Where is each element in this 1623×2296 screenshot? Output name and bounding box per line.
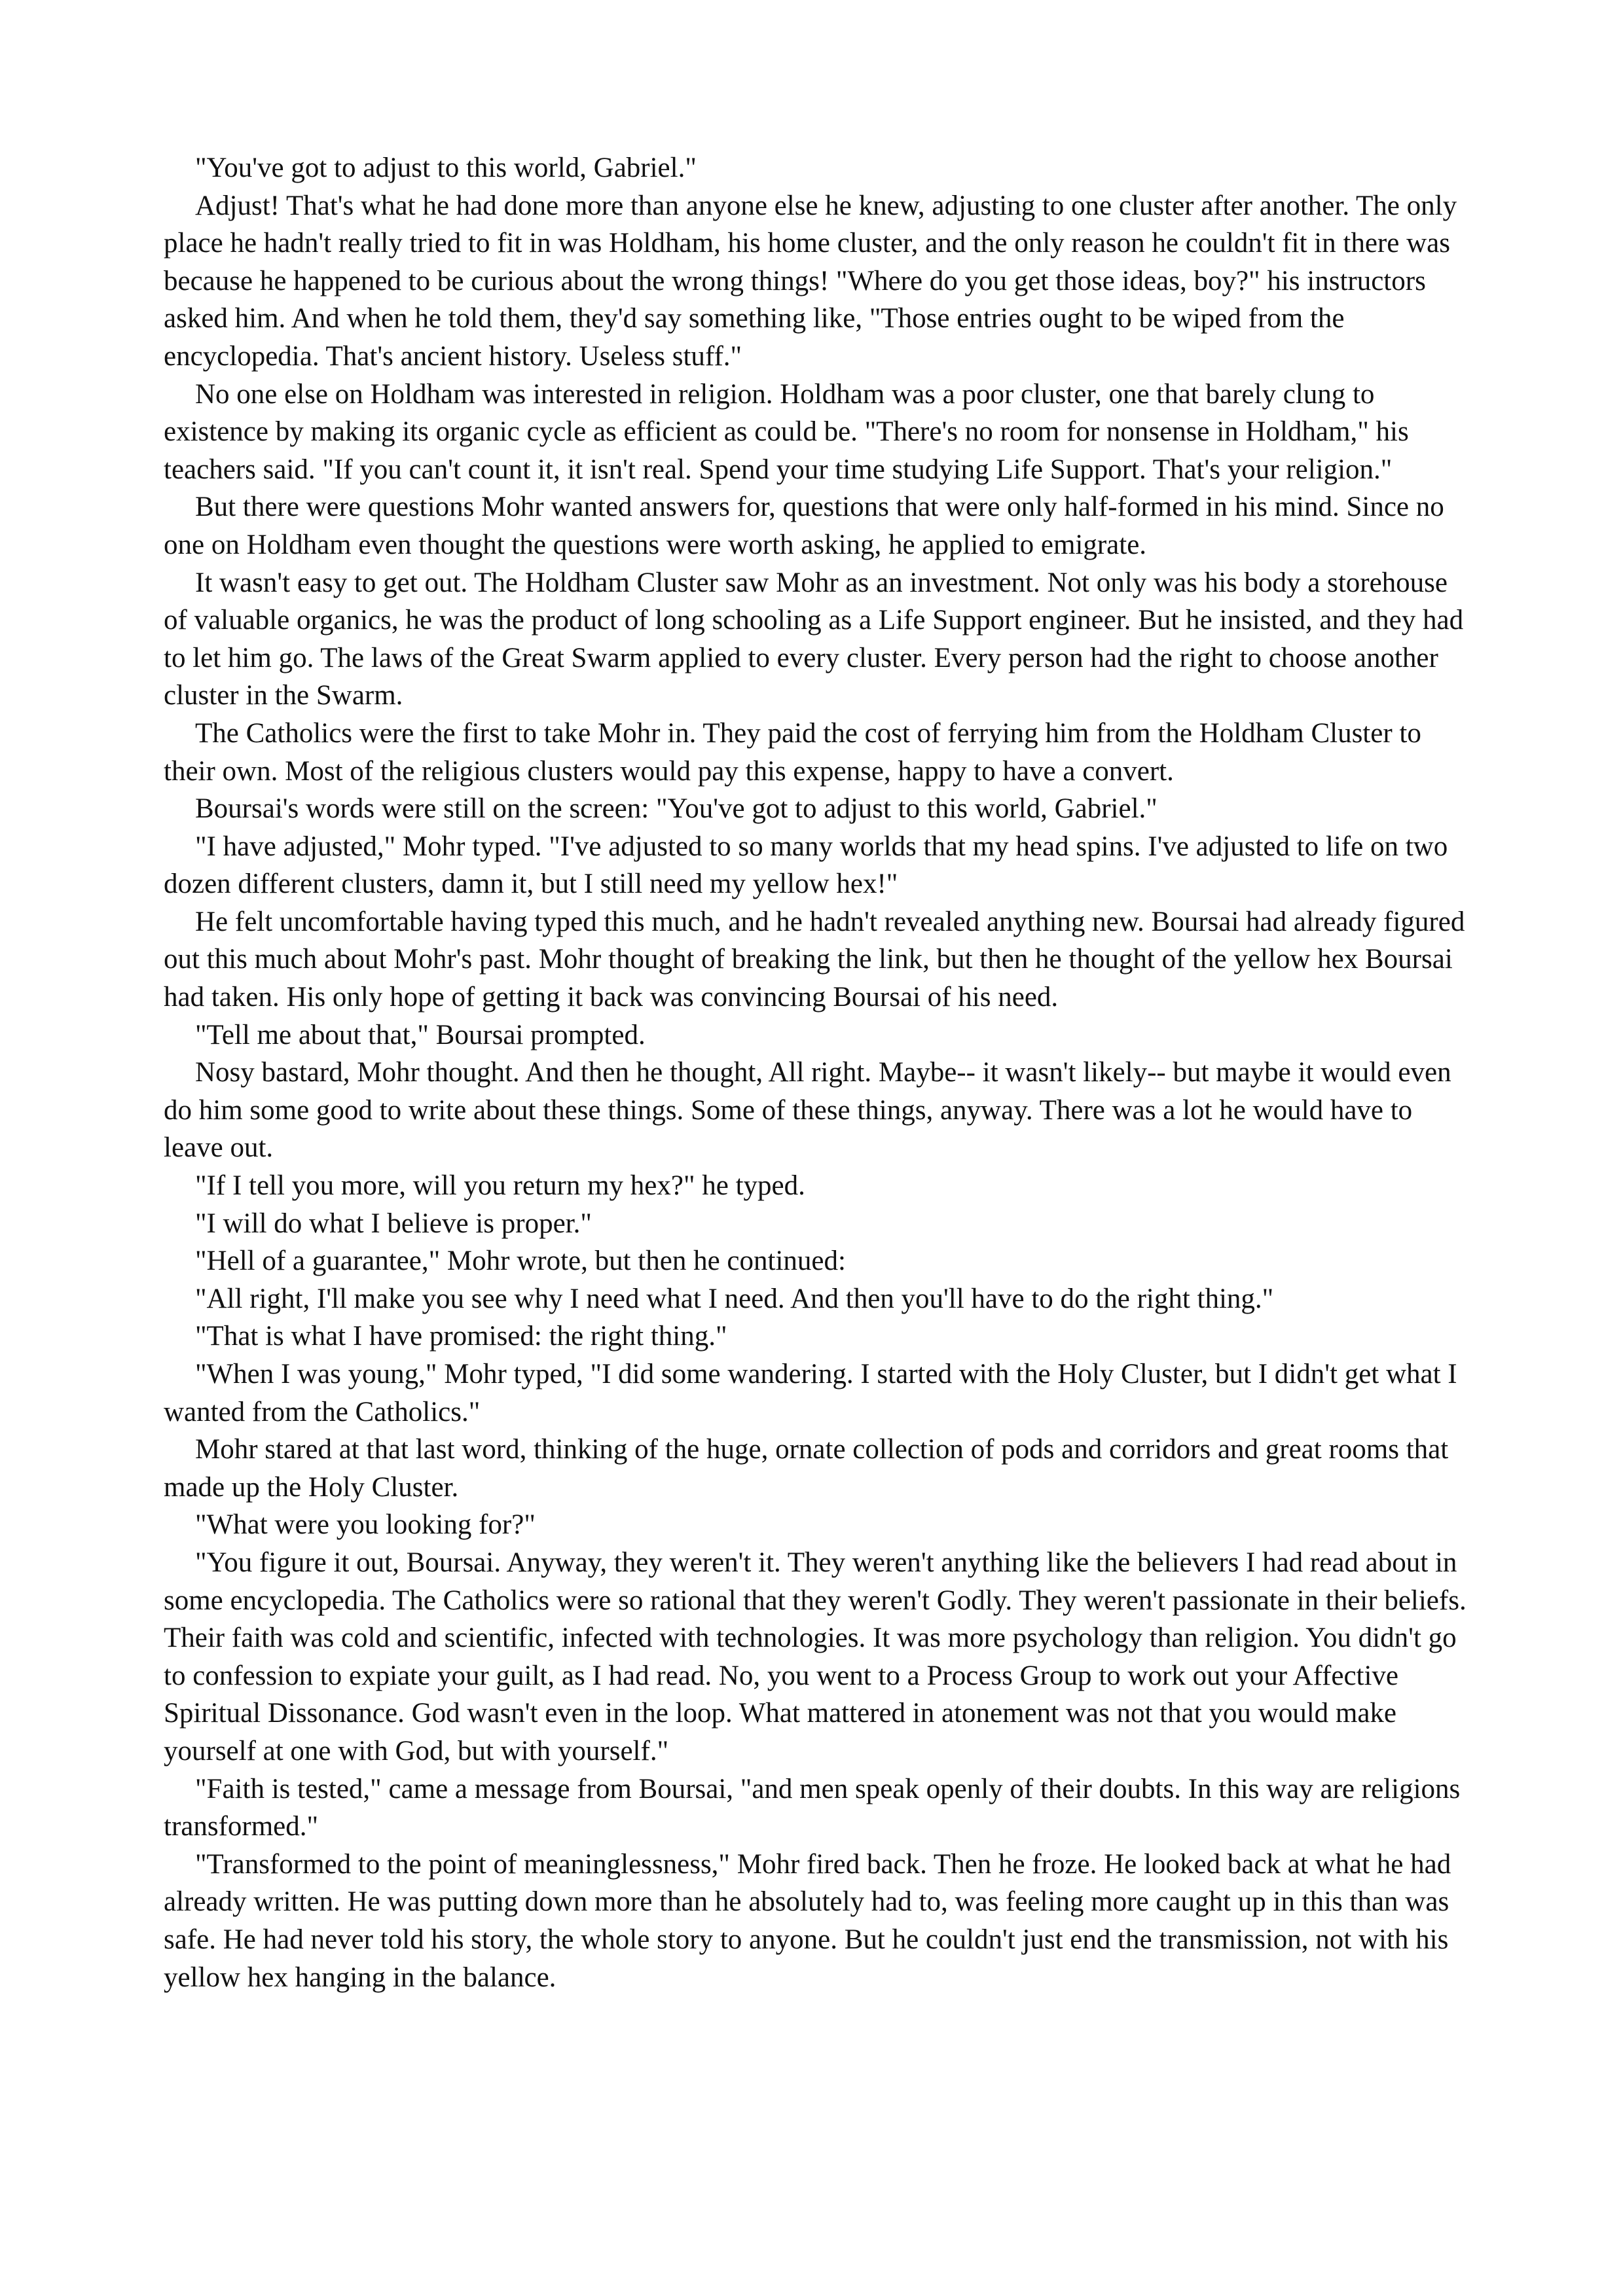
paragraph: No one else on Holdham was interested in religion. Holdham was a poor cluster, one that barely clung to existence by making its organic cycle as efficient as could be. "There's no room for nonsense in Holdham," his teachers said. "If you can't count it, it isn't real. Spend your time studying Life Support. That's your religion.": [164, 378, 1409, 485]
paragraph: "I will do what I believe is proper.": [195, 1208, 592, 1239]
paragraph: "When I was young," Mohr typed, "I did some wandering. I started with the Holy Cluster, but I didn't get what I wanted from the Catholics.": [164, 1359, 1457, 1427]
paragraph: The Catholics were the first to take Mohr in. They paid the cost of ferrying him from the Holdham Cluster to their own. Most of the religious clusters would pay this expense, happy to have a convert.: [164, 717, 1421, 787]
paragraph: Boursai's words were still on the screen: "You've got to adjust to this world, Gabriel.": [195, 793, 1158, 825]
paragraph: "Faith is tested," came a message from Boursai, "and men speak openly of their doubts. In this way are religions transformed.": [164, 1773, 1461, 1842]
paragraph: "Tell me about that," Boursai prompted.: [195, 1019, 646, 1050]
paragraph: He felt uncomfortable having typed this much, and he hadn't revealed anything new. Boursai had already figured out this much about Mohr's past. Mohr thought of breaking the link, but then he thought of the yellow hex Boursai had taken. His only hope of getting it back was convincing Boursai of his need.: [164, 906, 1465, 1013]
document-page: [164, 149, 1467, 1996]
paragraph: "You figure it out, Boursai. Anyway, they weren't it. They weren't anything like the believers I had read about in some encyclopedia. The Catholics were so rational that they weren't Godly. They weren't passionate in their beliefs. Their faith was cold and scientific, infected with technologies. It was more psychology than religion. You didn't go to confession to expiate your guilt, as I had read. No, you went to a Process Group to work out your Affective Spiritual Dissonance. God wasn't even in the loop. What mattered in atonement was not that you would make yourself at one with God, but with yourself.": [164, 1547, 1467, 1767]
paragraph: "You've got to adjust to this world, Gabriel.": [195, 152, 697, 183]
paragraph: Mohr stared at that last word, thinking of the huge, ornate collection of pods and corridors and great rooms that made up the Holy Cluster.: [164, 1434, 1449, 1503]
paragraph: "That is what I have promised: the right thing.": [195, 1321, 727, 1352]
paragraph: "All right, I'll make you see why I need what I need. And then you'll have to do the right thing.": [195, 1283, 1274, 1314]
paragraph: It wasn't easy to get out. The Holdham Cluster saw Mohr as an investment. Not only was his body a storehouse of valuable organics, he was the product of long schooling as a Life Support engineer. But he insisted, and they had to let him go. The laws of the Great Swarm applied to every cluster. Every person had the right to choose another cluster in the Swarm.: [164, 567, 1464, 711]
paragraph: "Transformed to the point of meaninglessness," Mohr fired back. Then he froze. He looked back at what he had already written. He was putting down more than he absolutely had to, was feeling more caught up in this than was safe. He had never told his story, the whole story to anyone. But he couldn't just end the transmission, not with his yellow hex hanging in the balance.: [164, 1848, 1451, 1993]
paragraph: "I have adjusted," Mohr typed. "I've adjusted to so many worlds that my head spins. I've adjusted to life on two dozen different clusters, damn it, but I still need my yellow hex!": [164, 831, 1448, 900]
paragraph: Nosy bastard, Mohr thought. And then he thought, All right. Maybe-- it wasn't likely-- but maybe it would even do him some good to write about these things. Some of these things, anyway. There was a lot he would have to leave out.: [164, 1057, 1451, 1164]
paragraph: But there were questions Mohr wanted answers for, questions that were only half-formed in his mind. Since no one on Holdham even thought the questions were worth asking, he applied to emigrate.: [164, 492, 1444, 560]
paragraph: "What were you looking for?": [195, 1509, 536, 1541]
paragraph: "If I tell you more, will you return my hex?" he typed.: [195, 1170, 805, 1202]
paragraph: "Hell of a guarantee," Mohr wrote, but then he continued:: [195, 1246, 846, 1277]
paragraph: Adjust! That's what he had done more than anyone else he knew, adjusting to one cluster after another. The only place he hadn't really tried to fit in was Holdham, his home cluster, and the only reason he couldn't fit in there was because he happened to be curious about the wrong things! "Where do you get those ideas, boy?" his instructors asked him. And when he told them, they'd say something like, "Those entries ought to be wiped from the encyclopedia. That's ancient history. Useless stuff.": [164, 190, 1457, 372]
